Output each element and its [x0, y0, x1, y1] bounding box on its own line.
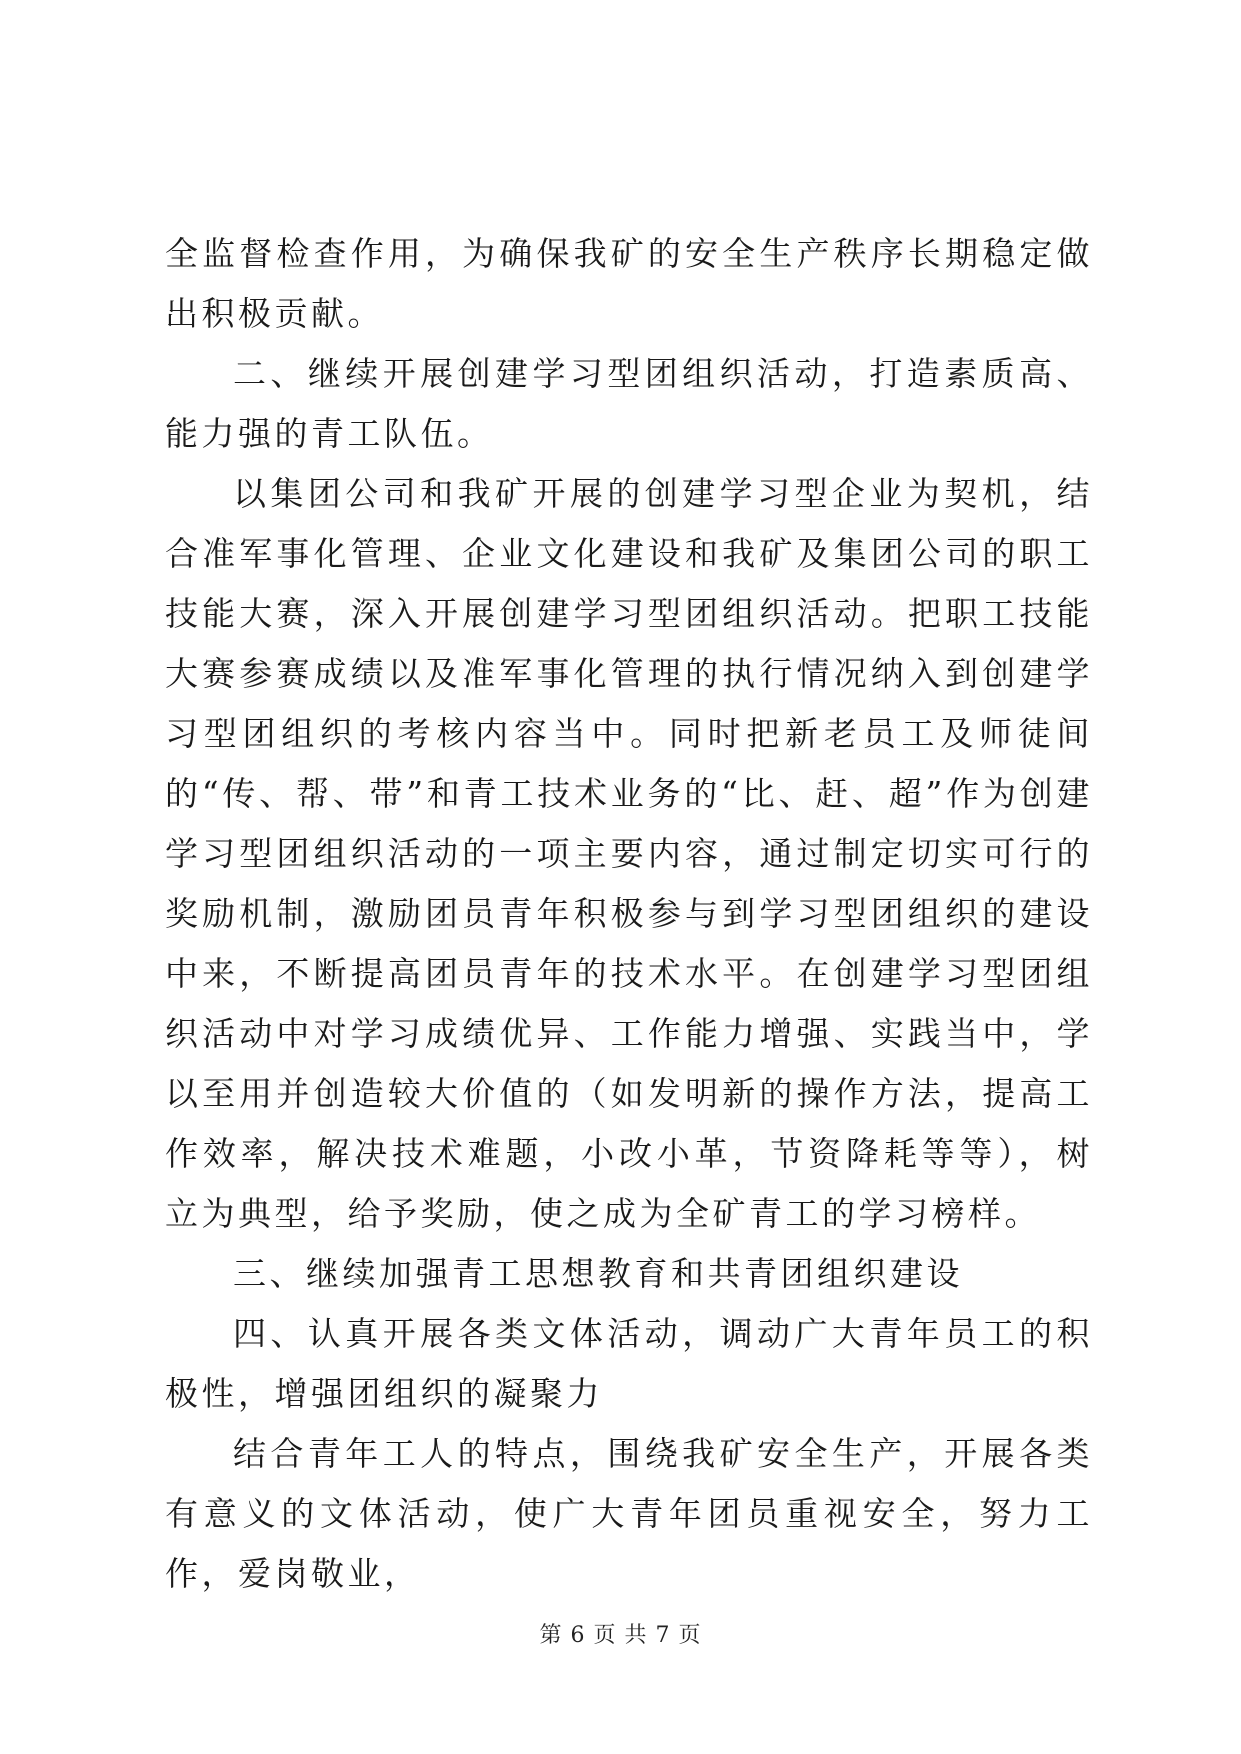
paragraph-learning-organization: 以集团公司和我矿开展的创建学习型企业为契机，结合准军事化管理、企业文化建设和我矿及集团公司的职工技能大赛，深入开展创建学习型团组织活动。把职工技能大赛参赛成绩以及准军事化管理的执行情况纳入到创建学习型团组织的考核内容当中。同时把新老员工及师徒间的“传、帮、带”和青工技术业务的“比、赶、超”作为创建学习型团组织活动的一项主要内容，通过制定切实可行的奖励机制，激励团员青年积极参与到学习型团组织的建设中来，不断提高团员青年的技术水平。在创建学习型团组织活动中对学习成绩优异、工作能力增强、实践当中，学以至用并创造较大价值的（如发明新的操作方法，提高工作效率，解决技术难题，小改小革，节资降耗等等），树立为典型，给予奖励，使之成为全矿青工的学习榜样。	[165, 474, 1093, 1233]
paragraph-continuation: 全监督检查作用，为确保我矿的安全生产秩序长期稳定做出积极贡献。	[165, 234, 1093, 333]
page-number-footer: 第 6 页 共 7 页	[539, 1623, 702, 1648]
section-heading-4: 四、认真开展各类文体活动，调动广大青年员工的积极性，增强团组织的凝聚力	[165, 1314, 1093, 1413]
document-body	[165, 224, 1093, 1604]
paragraph-cultural-activities: 结合青年工人的特点，围绕我矿安全生产，开展各类有意义的文体活动，使广大青年团员重视安全，努力工作，爱岗敬业，	[165, 1434, 1093, 1593]
section-heading-3: 三、继续加强青工思想教育和共青团组织建设	[233, 1254, 963, 1293]
section-heading-2: 二、继续开展创建学习型团组织活动，打造素质高、能力强的青工队伍。	[165, 354, 1093, 453]
